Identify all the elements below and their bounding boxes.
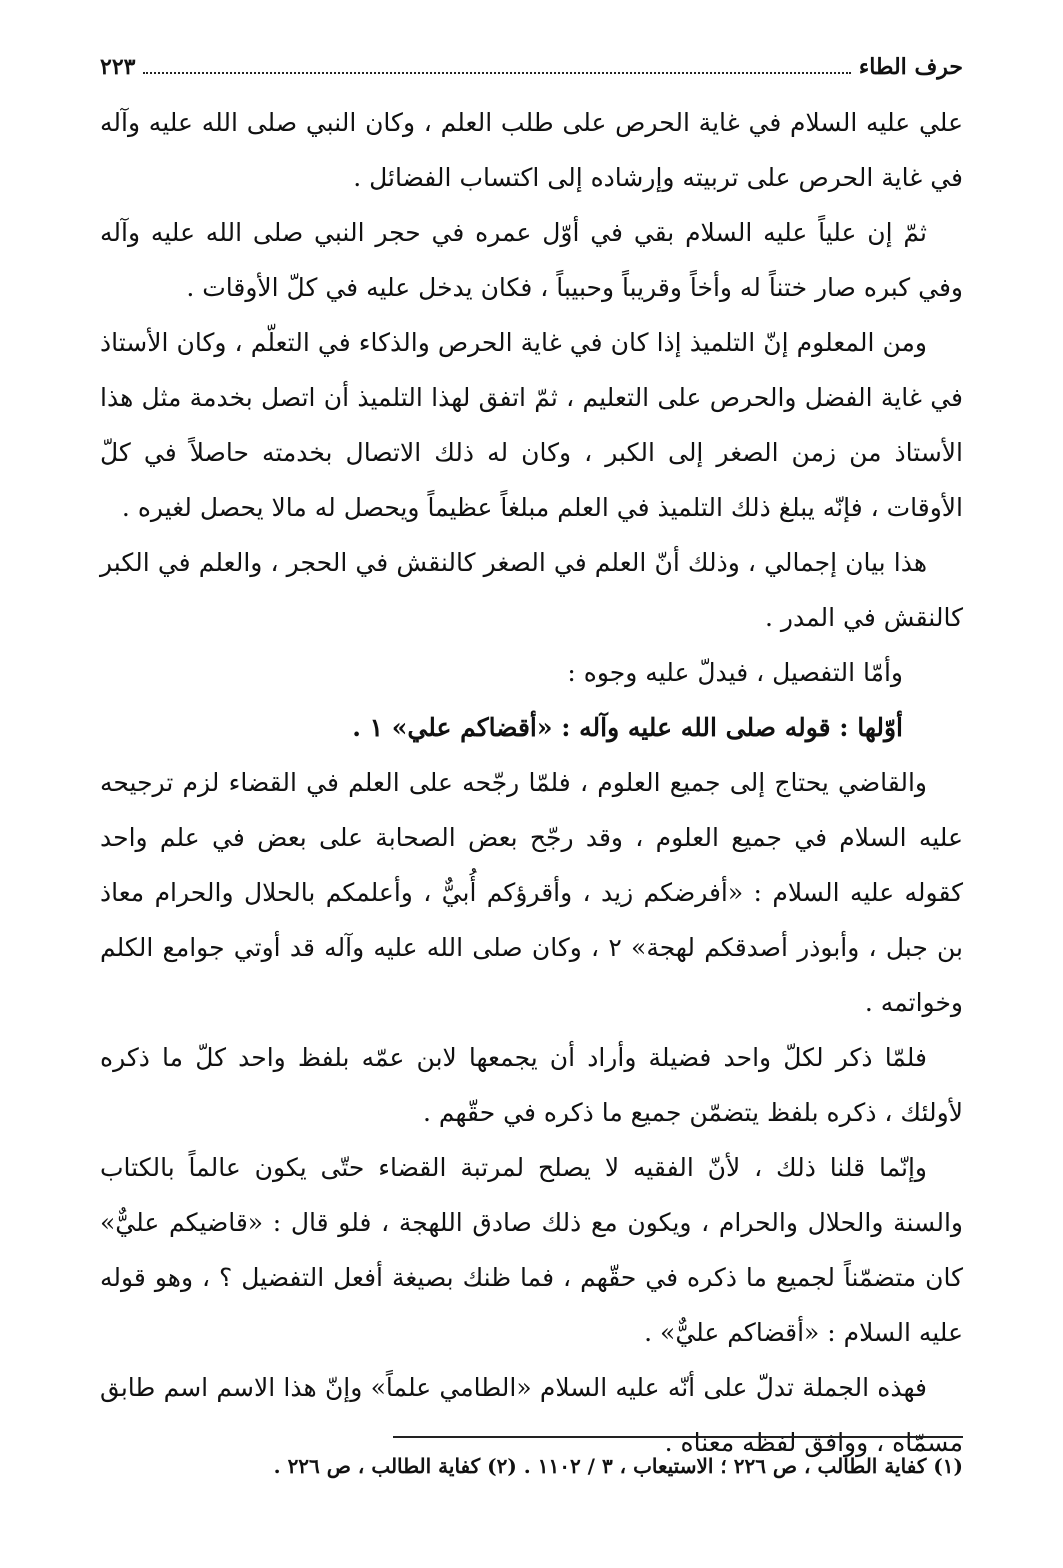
paragraph-3: ومن المعلوم إنّ التلميذ إذا كان في غاية الحرص والذكاء في التعلّم ، وكان الأستاذ في غاية الفضل والحرص على التعليم ، ثمّ اتفق لهذا التلميذ أن اتصل بخدمة مثل هذا الأستاذ من زمن الصغر إلى الكبر ، وكان له ذلك الاتصال بخدمته حاصلاً في كلّ الأوقات ، فإنّه يبلغ ذلك التلميذ في العلم مبلغاً عظيماً ويحصل له مالا يحصل لغيره .	[100, 328, 963, 522]
paragraph-6: أوّلها : قوله صلى الله عليه وآله : «أقضاكم علي» ١ .	[352, 713, 903, 742]
running-header	[100, 40, 963, 80]
main-text	[100, 95, 963, 1470]
paragraph-9: وإنّما قلنا ذلك ، لأنّ الفقيه لا يصلح لمرتبة القضاء حتّى يكون عالماً بالكتاب والسنة والحلال والحرام ، ويكون مع ذلك صادق اللهجة ، فلو قال : «قاضيكم عليٌّ» كان متضمّناً لجميع ما ذكره في حقّهم ، فما ظنك بصيغة أفعل التفضيل ؟ ، وهو قوله عليه السلام : «أقضاكم عليٌّ» .	[100, 1153, 963, 1347]
paragraph-1: علي عليه السلام في غاية الحرص على طلب العلم ، وكان النبي صلى الله عليه وآله في غاية الحرص على تربيته وإرشاده إلى اكتساب الفضائل .	[100, 108, 963, 192]
header-dot-leader	[143, 71, 850, 74]
footnote-divider	[393, 1436, 963, 1438]
page-number: ٢٢٣	[100, 54, 136, 80]
chapter-title: حرف الطاء	[858, 54, 963, 80]
footnotes: (١) كفاية الطالب ، ص ٢٢٦ ؛ الاستيعاب ، ٣ / ١١٠٢ . (٢) كفاية الطالب ، ص ٢٢٦ .	[273, 1454, 963, 1478]
paragraph-5: وأمّا التفصيل ، فيدلّ عليه وجوه :	[567, 658, 903, 687]
paragraph-8: فلمّا ذكر لكلّ واحد فضيلة وأراد أن يجمعها لابن عمّه بلفظ واحد كلّ ما ذكره لأولئك ، ذكره بلفظ يتضمّن جميع ما ذكره في حقّهم .	[100, 1043, 963, 1127]
paragraph-7: والقاضي يحتاج إلى جميع العلوم ، فلمّا رجّحه على العلم في القضاء لزم ترجيحه عليه السلام في جميع العلوم ، وقد رجّح بعض الصحابة على بعض في علم واحد كقوله عليه السلام : «أفرضكم زيد ، وأقرؤكم أُبيٌّ ، وأعلمكم بالحلال والحرام معاذ بن جبل ، وأبوذر أصدقكم لهجة» ٢ ، وكان صلى الله عليه وآله قد أوتي جوامع الكلم وخواتمه .	[100, 768, 964, 1017]
paragraph-10: فهذه الجملة تدلّ على أنّه عليه السلام «الطامي علماً» وإنّ هذا الاسم اسم طابق مسمّاه ، ووافق لفظه معناه .	[100, 1373, 963, 1457]
paragraph-2: ثمّ إن علياً عليه السلام بقي في أوّل عمره في حجر النبي صلى الله عليه وآله وفي كبره صار ختناً له وأخاً وقريباً وحبيباً ، فكان يدخل عليه في كلّ الأوقات .	[100, 218, 963, 302]
paragraph-4: هذا بيان إجمالي ، وذلك أنّ العلم في الصغر كالنقش في الحجر ، والعلم في الكبر كالنقش في المدر .	[100, 548, 963, 632]
